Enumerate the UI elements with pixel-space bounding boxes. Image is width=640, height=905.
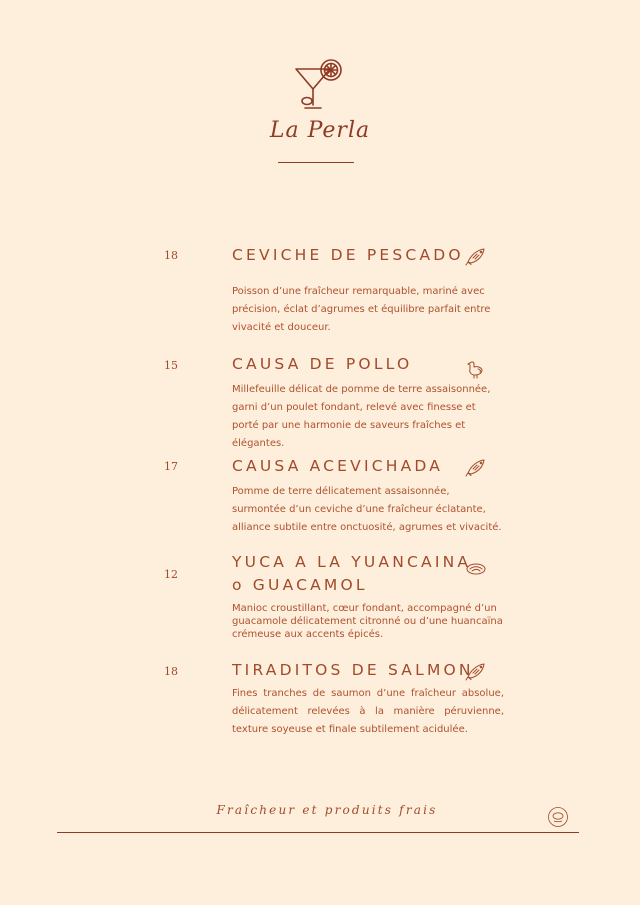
item-description: Pomme de terre délicatement assaisonnée, surmontée d’un ceviche d’une fraîcheur éclatante, alliance subtile entre onctuosité, agrumes et vivacité. bbox=[232, 486, 502, 533]
item-description: Manioc croustillant, cœur fondant, accompagné d’un guacamole délicatement citronné ou d’une huancaïna crémeuse aux accents épicés. bbox=[232, 603, 503, 640]
item-price: 12 bbox=[164, 568, 178, 581]
chicken-icon bbox=[465, 359, 487, 379]
lemon-badge-icon bbox=[547, 806, 569, 828]
cassava-icon bbox=[465, 559, 487, 579]
footer-divider bbox=[57, 832, 579, 833]
item-title-line2: o GUACAMOL bbox=[232, 576, 368, 594]
item-price: 15 bbox=[164, 359, 178, 372]
item-price: 18 bbox=[164, 249, 178, 262]
fish-icon bbox=[465, 661, 487, 681]
item-price: 18 bbox=[164, 665, 178, 678]
item-title: YUCA A LA YUANCAINA bbox=[232, 553, 472, 571]
fish-icon bbox=[465, 457, 487, 477]
item-title: TIRADITOS DE SALMON bbox=[232, 661, 474, 679]
item-price: 17 bbox=[164, 460, 178, 473]
item-title: CAUSA ACEVICHADA bbox=[232, 457, 444, 475]
brand-divider bbox=[278, 162, 354, 163]
cocktail-glass-icon bbox=[290, 55, 350, 115]
item-description: Millefeuille délicat de pomme de terre assaisonnée, garni d’un poulet fondant, relevé avec finesse et porté par une harmonie de saveurs fraîches et élégantes. bbox=[232, 384, 491, 449]
logo bbox=[0, 55, 640, 115]
fish-icon bbox=[465, 246, 487, 266]
brand-name: La Perla bbox=[269, 118, 371, 143]
item-title: CAUSA DE POLLO bbox=[232, 355, 413, 373]
footer-tagline: Fraîcheur et produits frais bbox=[216, 803, 438, 817]
item-title: CEVICHE DE PESCADO bbox=[232, 246, 464, 264]
item-description: Poisson d’une fraîcheur remarquable, mariné avec précision, éclat d’agrumes et équilibre parfait entre vivacité et douceur. bbox=[232, 286, 491, 333]
item-description: Fines tranches de saumon d’une fraîcheur absolue, délicatement relevées à la manière péruvienne, texture soyeuse et finale subtilement acidulée. bbox=[232, 688, 504, 735]
